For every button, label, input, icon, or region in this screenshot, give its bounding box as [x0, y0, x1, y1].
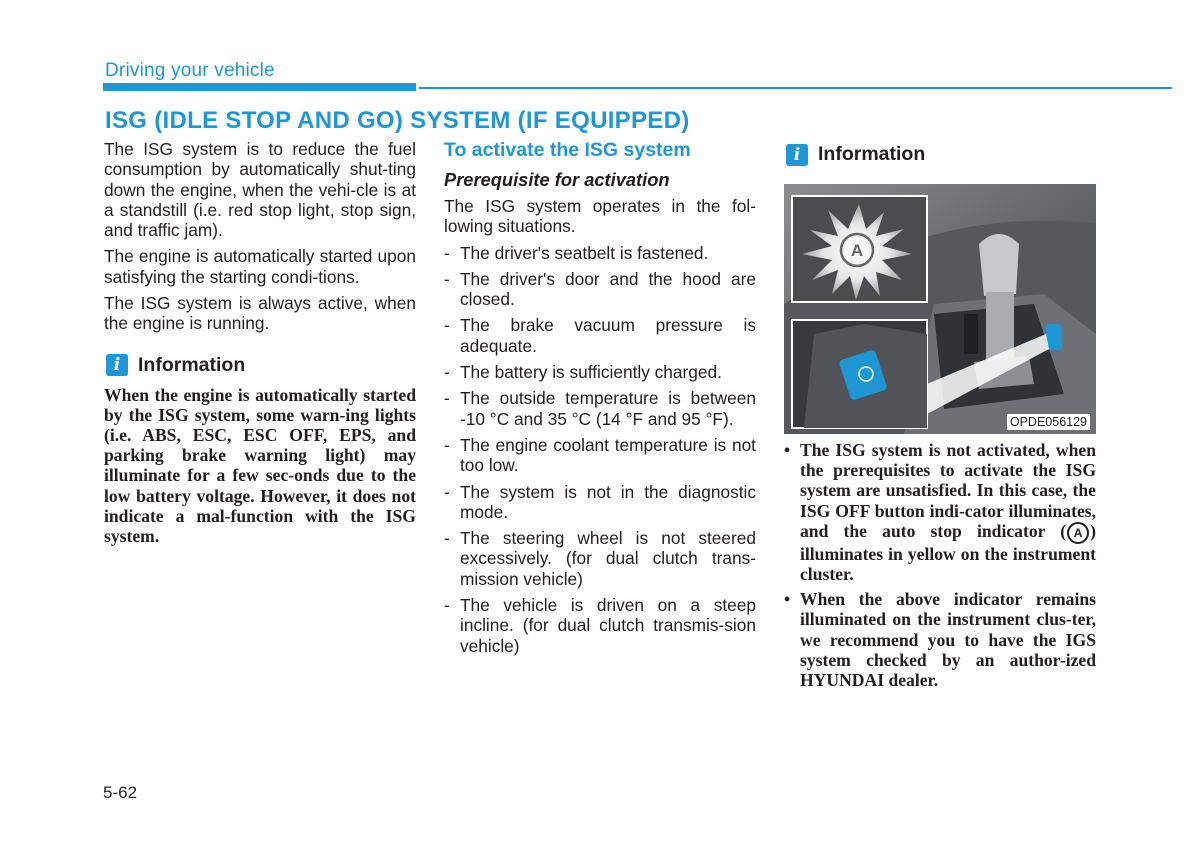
column-2	[444, 139, 756, 662]
paragraph: The ISG system is to reduce the fuel consumption by automatically shut-ting down the engine, when the vehi-cle is at a standstill (i.e. red stop light, stop sign, and traffic jam).	[104, 139, 416, 241]
header-bar-thin	[419, 87, 1172, 89]
section-heading: To activate the ISG system	[444, 139, 691, 161]
paragraph: The ISG system is always active, when the engine is running.	[104, 293, 416, 334]
dash-marker: -	[444, 434, 450, 455]
info-heading-label: Information	[138, 353, 246, 376]
list-item: - The brake vacuum pressure is adequate.	[444, 315, 756, 356]
paragraph: The engine is automatically started upon satisfying the starting condi-tions.	[104, 246, 416, 287]
bullet-marker: •	[784, 440, 791, 460]
list-item: - The driver's seatbelt is fastened.	[444, 242, 709, 263]
dash-marker: -	[444, 268, 450, 289]
header-bar-thick	[103, 83, 416, 91]
subheading: Prerequisite for activation	[444, 169, 670, 190]
bullet-item: • The ISG system is not activated, when the prerequisites to activate the ISG system are unsatisfied. In this case, the ISG OFF button indi-cator illuminates, and the auto stop indicator ( A ) illuminates in yellow on the instrument cluster.	[784, 440, 1096, 584]
console-illustration	[784, 184, 1096, 434]
page-title: ISG (IDLE STOP AND GO) SYSTEM (IF EQUIPPED)	[105, 107, 690, 134]
list-item: - The system is not in the diagnostic mode.	[444, 481, 756, 522]
dash-marker: -	[444, 595, 450, 616]
info-heading-label: Information	[818, 143, 926, 165]
section-title: Driving your vehicle	[105, 60, 275, 81]
bullet-marker: •	[784, 589, 791, 610]
dash-marker: -	[444, 481, 450, 502]
list-item: - The driver's door and the hood are closed.	[444, 268, 756, 310]
info-text: When the engine is automatically started by the ISG system, some warn-ing lights (i.e. ABS, ESC, ESC OFF, EPS, and parking brake warning light) may illuminate for a few sec-onds due to the low battery voltage. However, it does not indicate a mal-function with the ISG system.	[104, 384, 416, 547]
prerequisite-list	[444, 243, 756, 656]
column-3	[784, 143, 1096, 174]
list-item: - The engine coolant temperature is not too low.	[444, 434, 756, 476]
auto-stop-icon: A	[1067, 522, 1089, 544]
info-heading	[104, 354, 416, 377]
info-heading	[784, 143, 1096, 166]
list-item: - The steering wheel is not steered excessively. (for dual clutch trans-mission vehicle)	[444, 528, 756, 589]
bullet-item: • When the above indicator remains illuminated on the instrument clus-ter, we recommend you to have the IGS system checked by an author-ized HYUNDAI dealer.	[784, 589, 1096, 690]
dash-marker: -	[444, 315, 450, 336]
image-code: OPDE056129	[1007, 414, 1090, 430]
list-item: - The vehicle is driven on a steep incline. (for dual clutch transmis-sion vehicle)	[444, 595, 756, 656]
column-1	[104, 139, 416, 546]
intro-paragraph: The ISG system operates in the fol-lowing situations.	[444, 196, 756, 237]
info-icon: i	[786, 144, 808, 166]
dash-marker: -	[444, 242, 450, 263]
list-item: - The outside temperature is between -10 °C and 35 °C (14 °F and 95 °F).	[444, 388, 756, 429]
dash-marker: -	[444, 528, 450, 549]
info-bullets	[784, 440, 1096, 695]
list-item: - The battery is sufficiently charged.	[444, 362, 722, 383]
info-icon: i	[106, 354, 128, 376]
page-number: 5-62	[103, 783, 138, 802]
dash-marker: -	[444, 362, 450, 383]
svg-text:A: A	[850, 241, 864, 260]
dash-marker: -	[444, 388, 450, 409]
isg-button-photo	[784, 184, 1096, 434]
